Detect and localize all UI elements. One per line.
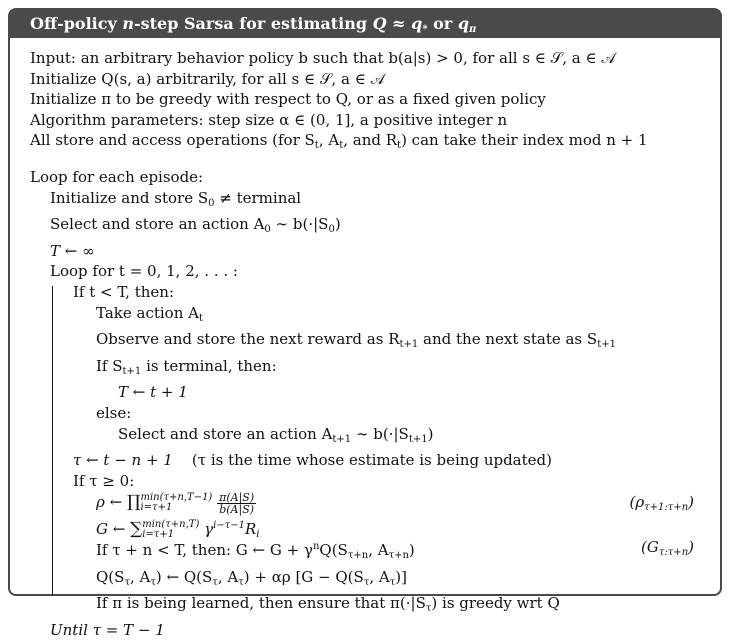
if-tau-n-line: If τ + n < T, then: G ← $G + \gamma^nQ(S_{\tau+n}$, $A_{\tau+n}$) $(G_{\tau:\tau+n})$: [30, 537, 720, 567]
t-inf-line: T ← ∞: [50, 241, 95, 260]
if-terminal-line: If $S_{t+1}$ is terminal, then:: [96, 356, 277, 377]
init-pi-line: Initialize π to be greedy with respect to Q, or as a fixed given policy: [30, 90, 546, 109]
rho-line: ρ ← ∏ min(τ+n,T−1) i=τ+1 $\frac{\pi(A|S)}{b(A|S)}$ $(\rho_{\tau+1:\tau+n})$: [30, 491, 720, 514]
title-star: *: [422, 24, 428, 35]
observe-line: Observe and store the next reward as $R_{t+1}$ and the next state as $S_{t+1}$: [96, 330, 616, 351]
loop-episode-line: Loop for each episode:: [30, 167, 204, 186]
init-store-line: Initialize and store $S_0$ ≠ terminal: [50, 188, 302, 209]
rho-label: $(\rho_{\tau+1:\tau+n})$: [629, 493, 694, 514]
select-next-line: Select and store an action $A_{t+1}$ ∼ $b(\cdot|S_{t+1})$: [118, 424, 434, 445]
q-update-line: $Q(S_\tau$, $A_\tau$) ← $Q(S_\tau$, $A_\tau) + \alpha\rho$ [$G - Q(S_\tau$, $A_\tau$)]: [96, 567, 407, 588]
loop-t-line: Loop for t = 0, 1, 2, . . . :: [50, 262, 238, 281]
store-line: All store and access operations (for $S_t$, $A_t$, and $R_t$) can take their index mod n + 1: [30, 131, 648, 152]
if-tau-line: If τ ≥ 0:: [73, 471, 135, 490]
init-q-line: Initialize Q(s, a) arbitrarily, for all s ∈ 𝒮, a ∈ 𝒜: [30, 69, 385, 88]
title-qpi: q: [457, 14, 469, 33]
tau-line: τ ← t − n + 1 (τ is the time whose estimate is being updated): [73, 451, 552, 470]
g-line: G ← ∑ min(τ+n,T) i=τ+1 $\gamma^{i-\tau-1}R_i$: [96, 519, 260, 541]
select-store-line: Select and store an action $A_0$ ∼ $b(\cdot|S_0)$: [50, 215, 341, 236]
title-or: or: [433, 14, 453, 33]
until-line: Until τ = T − 1: [50, 621, 165, 640]
algorithm-title: [10, 10, 720, 38]
title-pi-sub: π: [469, 24, 477, 35]
if-t-line: If t < T, then:: [73, 282, 174, 301]
algorithm-box: [8, 8, 722, 640]
else-line: else:: [96, 403, 132, 422]
title-n: n: [122, 14, 134, 33]
g-label: $(G_{\tau:\tau+n})$: [641, 538, 694, 559]
input-line: Input: an arbitrary behavior policy b such that b(a|s) > 0, for all s ∈ 𝒮, a ∈ 𝒜: [30, 49, 616, 67]
if-pi-line: If π is being learned, then ensure that $\pi(\cdot|S_\tau)$ is greedy wrt Q: [96, 594, 560, 615]
take-action-line: Take action $A_t$: [96, 303, 204, 324]
t-update-line: T ← t + 1: [118, 383, 188, 402]
title-math: Q ≈ q: [372, 14, 423, 33]
params-line: Algorithm parameters: step size α ∈ (0, 1], a positive integer n: [30, 110, 508, 129]
algorithm-body: [10, 38, 720, 641]
title-mid: -step Sarsa for estimating: [133, 14, 368, 33]
title-prefix: Off-policy: [30, 14, 117, 33]
